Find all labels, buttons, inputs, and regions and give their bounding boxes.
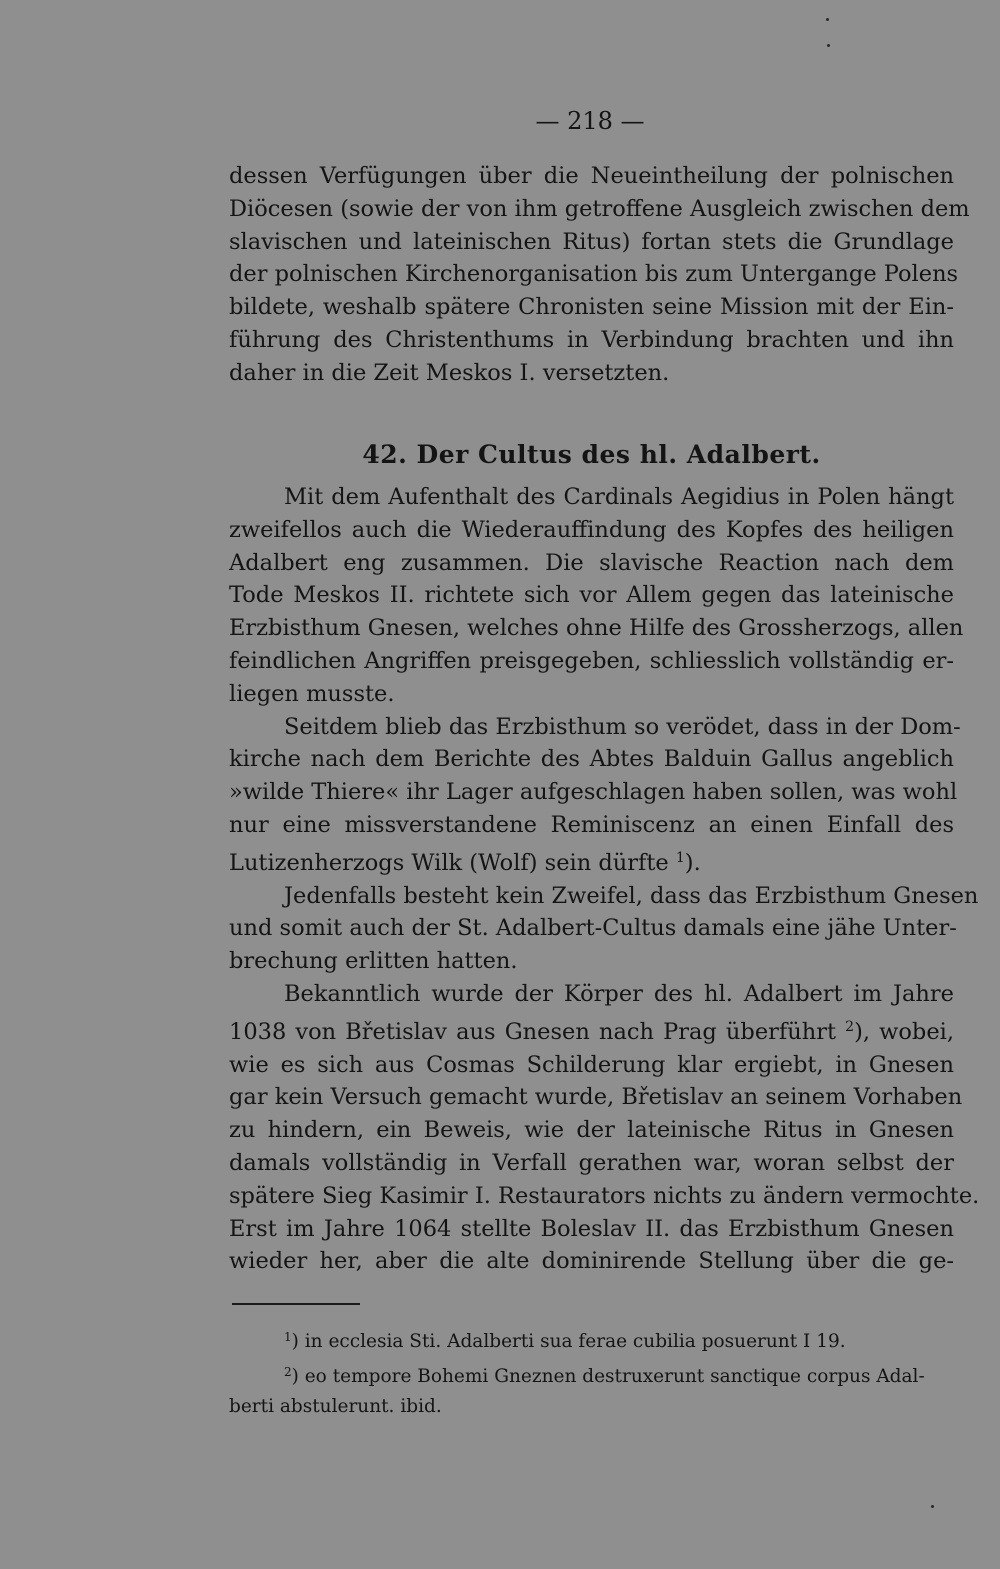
text-line: Jedenfalls besteht kein Zweifel, dass das Erzbisthum Gnesen	[284, 882, 979, 909]
text-line: liegen musste.	[229, 680, 395, 707]
text-line: der polnischen Kirchenorganisation bis zum Untergange Polens	[229, 261, 959, 288]
footnote-mark: 2	[284, 1365, 292, 1379]
text-line: Diöcesen (sowie der von ihm getroffene Ausgleich zwischen dem	[229, 195, 970, 222]
text-line: spätere Sieg Kasimir I. Restaurators nichts zu ändern vermochte.	[229, 1182, 980, 1209]
text-line: dessen Verfügungen über die Neueintheilung der polnischen	[229, 163, 954, 189]
text-line: Bekanntlich wurde der Körper des hl. Adalbert im Jahre	[284, 980, 954, 1007]
text-line	[229, 842, 954, 880]
text-line: feindlichen Angriffen preisgegeben, schliesslich vollständig er-	[229, 647, 954, 674]
page-number: — 218 —	[535, 107, 645, 135]
scan-speck	[827, 44, 830, 47]
section-heading: 42. Der Cultus des hl. Adalbert.	[362, 440, 821, 469]
text-line: bildete, weshalb spätere Chronisten seine Mission mit der Ein-	[229, 294, 954, 321]
footnote-reference: 1	[675, 849, 685, 866]
text-line: gar kein Versuch gemacht wurde, Břetislav an seinem Vorhaben	[229, 1084, 963, 1111]
body-text	[229, 481, 980, 1278]
scan-speck	[826, 18, 829, 21]
footnote-1	[229, 1322, 954, 1357]
text-line: wieder her, aber die alte dominirende Stellung über die ge-	[229, 1248, 954, 1275]
text-line: slavischen und lateinischen Ritus) fortan stets die Grundlage	[229, 228, 954, 255]
paragraph-1	[229, 160, 970, 390]
footnote-2-continuation: berti abstulerunt. ibid.	[229, 1396, 442, 1417]
text-line: und somit auch der St. Adalbert-Cultus damals eine jähe Unter-	[229, 915, 957, 942]
footnote-mark: 1	[284, 1330, 292, 1344]
text-line: zweifellos auch die Wiederauffindung des Kopfes des heiligen	[229, 516, 954, 543]
text-line: Adalbert eng zusammen. Die slavische Reaction nach dem	[229, 549, 954, 576]
text-line: brechung erlitten hatten.	[229, 948, 518, 975]
text-line-part: ), wobei,	[854, 1018, 954, 1045]
text-line: Tode Meskos II. richtete sich vor Allem gegen das lateinische	[229, 582, 954, 609]
text-line	[229, 1011, 954, 1049]
text-line: daher in die Zeit Meskos I. versetzten.	[229, 359, 670, 386]
scan-speck	[931, 1505, 934, 1508]
paragraph-5	[229, 978, 980, 1278]
text-line: führung des Christenthums in Verbindung brachten und ihn	[229, 326, 954, 353]
footnote-divider	[232, 1303, 360, 1305]
footnote-reference: 2	[845, 1018, 855, 1035]
text-line-part: Lutizenherzogs Wilk (Wolf) sein dürfte	[229, 849, 669, 876]
text-line: Erzbisthum Gnesen, welches ohne Hilfe des Grossherzogs, allen	[229, 615, 964, 642]
text-line: Seitdem blieb das Erzbisthum so verödet, dass in der Dom-	[284, 713, 961, 740]
text-line-part: 1038 von Břetislav aus Gnesen nach Prag überführt	[229, 1018, 836, 1045]
text-line: Erst im Jahre 1064 stellte Boleslav II. das Erzbisthum Gnesen	[229, 1215, 954, 1242]
text-line: Mit dem Aufenthalt des Cardinals Aegidius in Polen hängt	[284, 484, 954, 510]
text-line: wie es sich aus Cosmas Schilderung klar ergiebt, in Gnesen	[229, 1051, 954, 1078]
text-line: nur eine missverstandene Reminiscenz an einen Einfall des	[229, 811, 954, 838]
text-line: zu hindern, ein Beweis, wie der lateinische Ritus in Gnesen	[229, 1117, 954, 1144]
footnotes	[229, 1322, 954, 1422]
footnote-text: ) eo tempore Bohemi Gneznen destruxerunt sanctique corpus Adal-	[291, 1366, 925, 1387]
text-line-part: ).	[684, 849, 701, 876]
paragraph-4	[229, 880, 979, 978]
footnote-2	[229, 1357, 954, 1392]
paragraph-3	[229, 711, 961, 880]
text-line: kirche nach dem Berichte des Abtes Balduin Gallus angeblich	[229, 746, 954, 773]
text-line: »wilde Thiere« ihr Lager aufgeschlagen haben sollen, was wohl	[229, 779, 958, 806]
paragraph-2	[229, 481, 964, 711]
footnote-text: ) in ecclesia Sti. Adalberti sua ferae cubilia posuerunt I 19.	[291, 1331, 846, 1352]
text-line: damals vollständig in Verfall gerathen war, woran selbst der	[229, 1149, 954, 1176]
